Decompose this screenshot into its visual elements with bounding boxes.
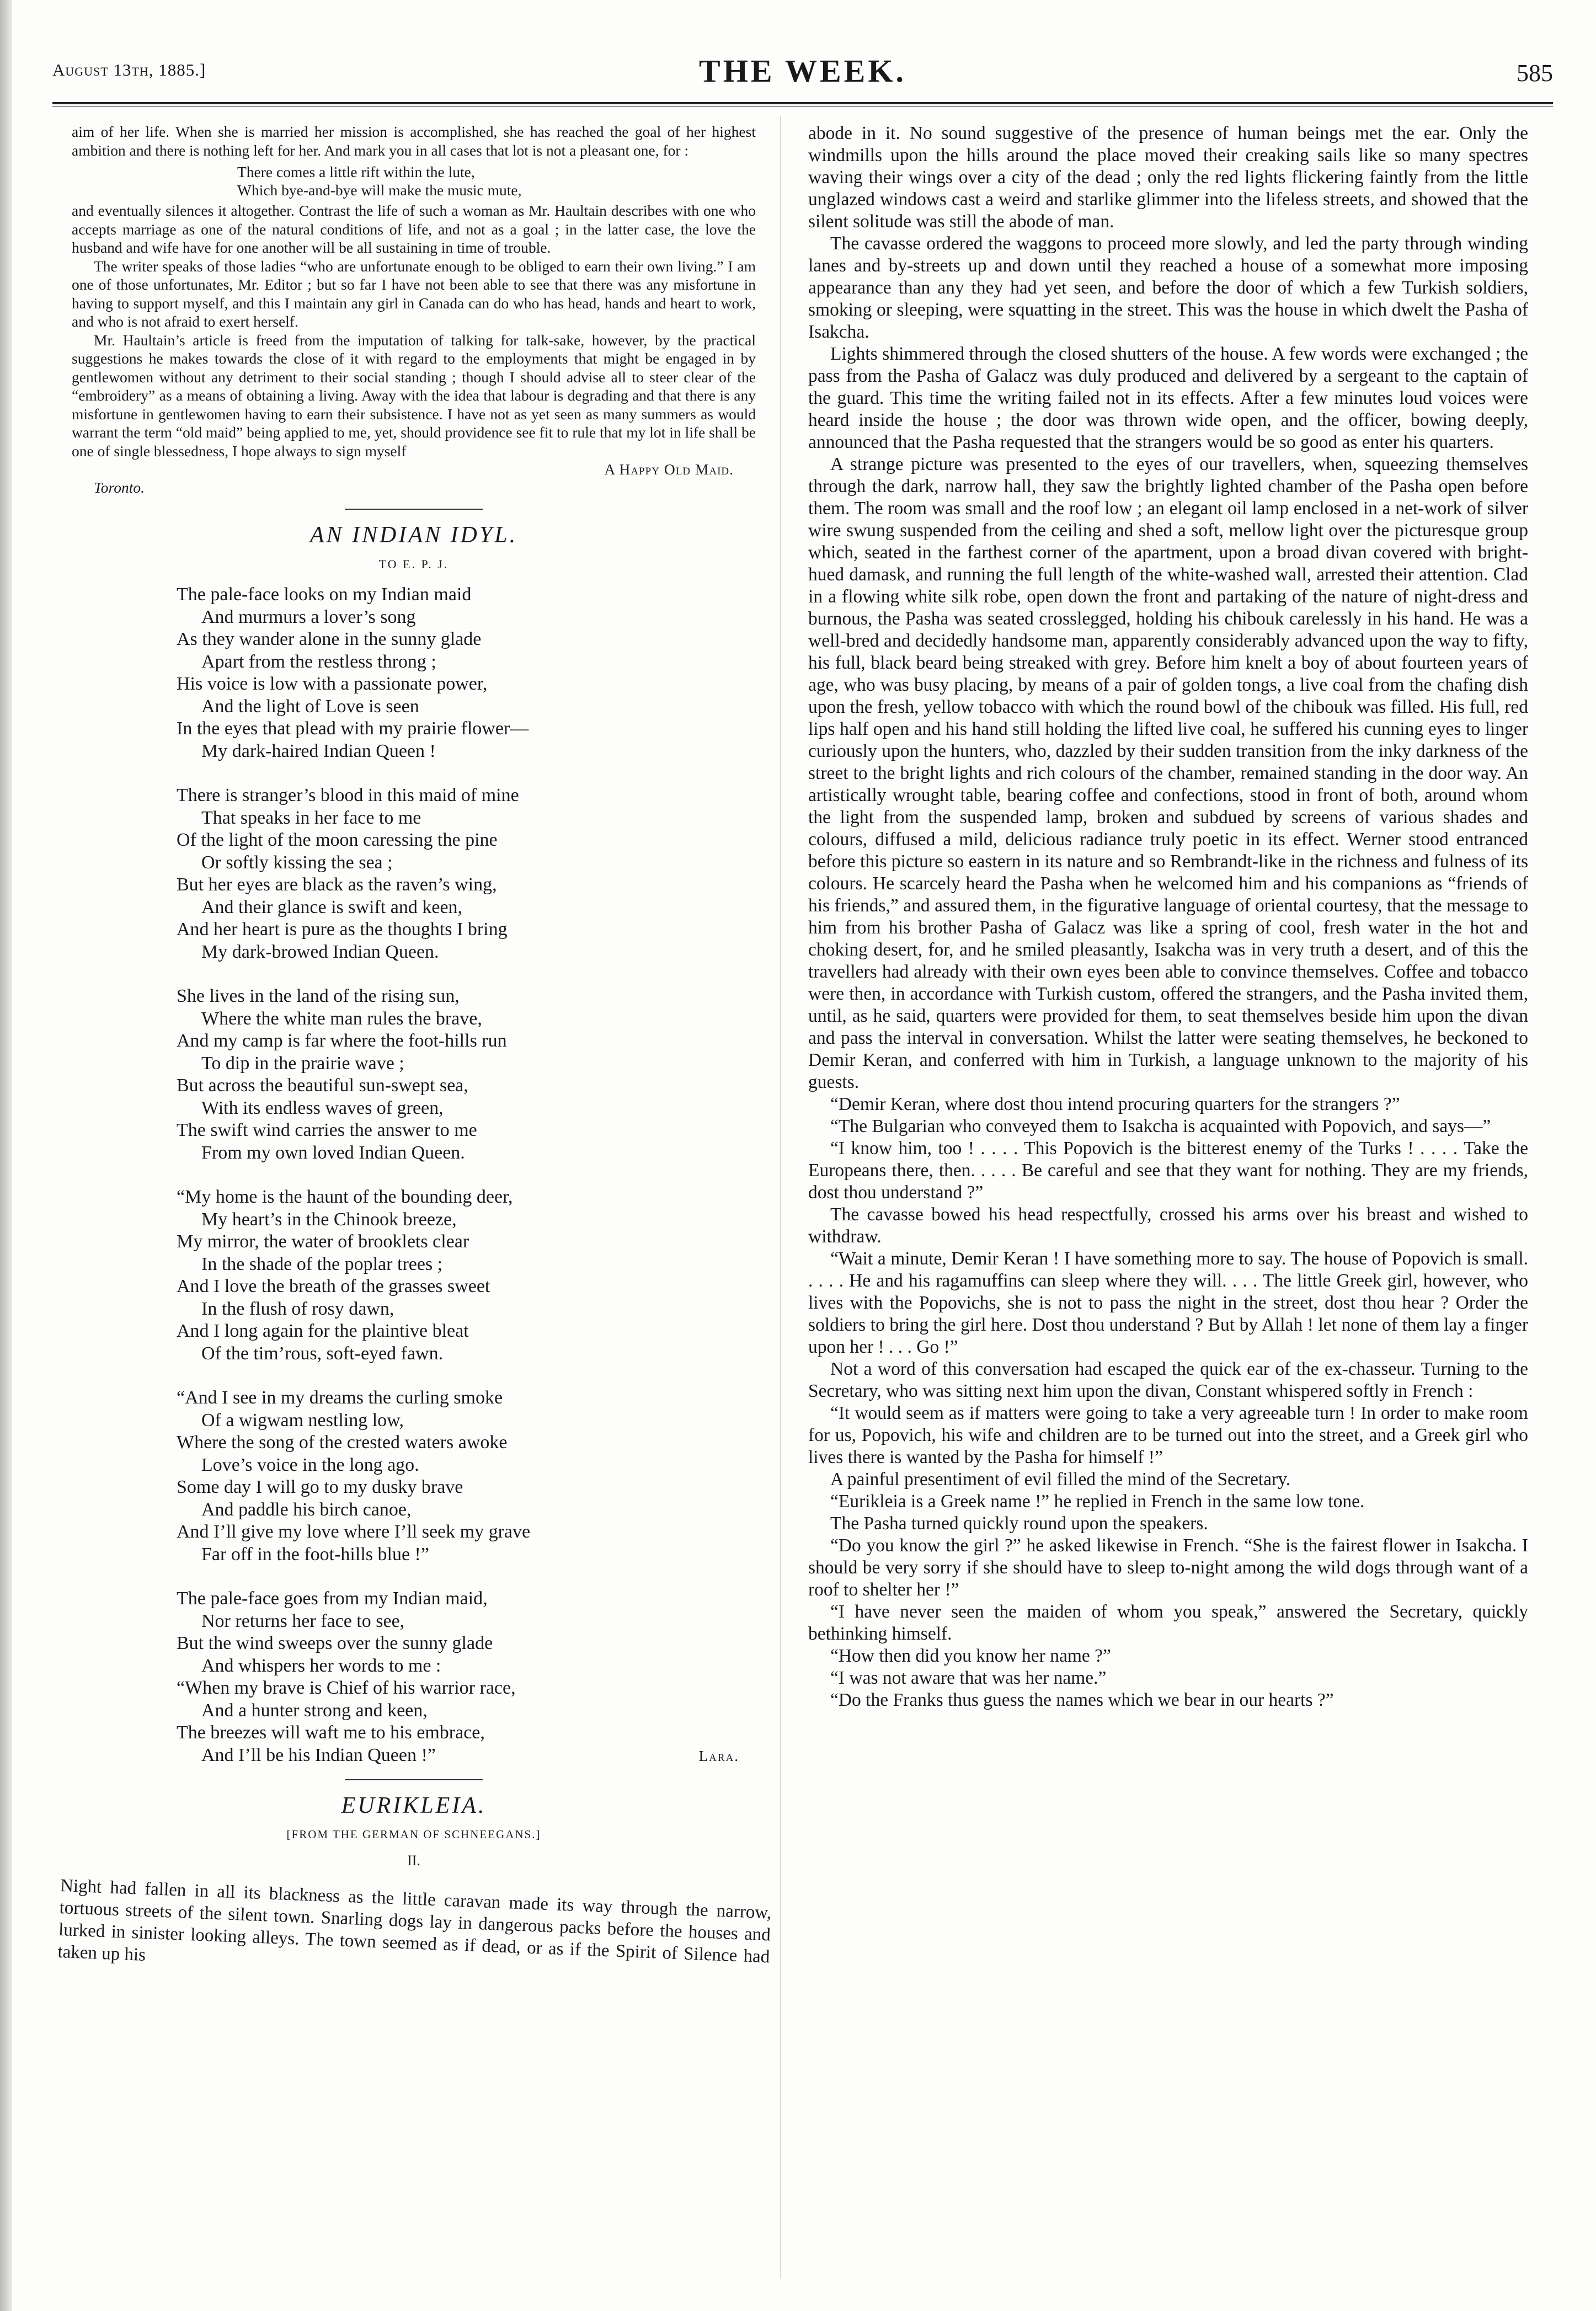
letter-signature: A Happy Old Maid. — [604, 461, 734, 478]
poem-title: AN INDIAN IDYL. — [309, 522, 518, 548]
story-paragraph: “Do the Franks thus guess the names which we bear in our hearts ?” — [830, 1690, 1334, 1710]
page-binding-shadow — [0, 0, 12, 2311]
letter-place: Toronto. — [94, 479, 145, 496]
poem-line: “When my brave is Chief of his warrior race, — [177, 1678, 516, 1698]
poem-body — [177, 584, 756, 1767]
poem-line: Some day I will go to my dusky brave — [177, 1477, 463, 1497]
poem-line: And I love the breath of the grasses sweet — [177, 1276, 490, 1296]
poem-line: Of a wigwam nestling low, — [201, 1410, 404, 1431]
poem-line: And whispers her words to me : — [201, 1655, 441, 1676]
story-title: EURIKLEIA. — [341, 1793, 487, 1818]
header-rule-thin — [52, 106, 1553, 107]
poem-line: The pale-face goes from my Indian maid, — [177, 1588, 488, 1609]
poem-stanza — [177, 985, 756, 1164]
poem-line: And I long again for the plaintive bleat — [177, 1321, 469, 1341]
story-paragraph: The cavasse ordered the waggons to proceed more slowly, and led the party through winding lanes and by-streets up and down until they reached a house of a somewhat more imposing appearance than any they had yet seen, and before the door of which a few Turkish soldiers, smoking or sleeping, were squatting in the street. This was the house in which dwelt the Pasha of Isakcha. — [808, 233, 1528, 342]
verse-line: There comes a little rift within the lute, — [237, 163, 475, 180]
story-paragraph: The cavasse bowed his head respectfully, crossed his arms over his breast and wished to withdraw. — [808, 1204, 1528, 1247]
poem-stanza — [177, 1186, 756, 1365]
left-column — [57, 122, 772, 1967]
story-paragraph: Lights shimmered through the closed shutters of the house. A few words were exchanged ; the pass from the Pasha of Galacz was duly produced and delivered by a sergeant to the captain of the guard. This time the writing failed not in its effects. After a few minutes loud voices were heard inside the house ; the door was thrown wide open, and the officer, bowing deeply, announced that the Pasha requested that the strangers would be so good as enter his quarters. — [808, 344, 1528, 452]
poem-line: In the eyes that plead with my prairie flower— — [177, 718, 529, 739]
poem-line: My heart’s in the Chinook breeze, — [201, 1209, 457, 1230]
verse-line: Which bye-and-bye will make the music mute, — [237, 182, 522, 199]
poem-line: In the shade of the poplar trees ; — [201, 1253, 443, 1274]
story-chapter: II. — [407, 1853, 420, 1869]
page-number: 585 — [1517, 60, 1553, 87]
story-source: [FROM THE GERMAN OF SCHNEEGANS.] — [286, 1828, 541, 1841]
right-column — [808, 122, 1528, 1711]
story-paragraph: “Eurikleia is a Greek name !” he replied in French in the same low tone. — [830, 1491, 1365, 1512]
story-paragraph: A strange picture was presented to the eyes of our travellers, when, squeezing themselves through the dark, narrow hall, they saw the brightly lighted chamber of the Pasha open before them. The room was small and the roof low ; an elegant oil lamp enclosed in a net-work of silver wire swung suspended from the ceiling and shed a soft, mellow light over the picturesque group which, seated in the farthest corner of the apartment, upon a broad divan covered with bright-hued damask, and running the full length of the white-washed wall, arrested their attention. Clad in a flowing white silk robe, open down the front and partaking of the nature of night-dress and burnous, the Pasha was seated crosslegged, holding his chibouk carelessly in his hand. He was a well-bred and decidedly handsome man, apparently considerably advanced upon the way to fifty, his full, black beard being streaked with grey. Before him knelt a boy of about fourteen years of age, who was busy placing, by means of a pair of golden tongs, a live coal from the chafing dish upon the fresh, yellow tobacco with which the round bowl of the chibouk was filled. His full, red lips half open and his hand still holding the lifted live coal, he suffered his cunning eyes to linger curiously upon the hunters, who, dazzled by their sudden transition from the inky darkness of the street to the bright lights and rich colours of the chamber, remained standing in the door way. An artistically wrought table, bearing coffee and confections, stood in front of both, around whom the light from the suspended lamp, broken and subdued by screens of various shades and colours, diffused a mild, delicious radiance truly poetic in its effect. Werner stood entranced before this picture so eastern in its nature and so Rembrandt-like in the richness and fulness of its colours. He scarcely heard the Pasha when he welcomed him and his companions as “friends of his friends,” and assured them, in the figurative language of oriental courtesy, that the message to him from his brother Pasha of Galacz was like a spring of cool, fresh water in the hot and choking desert, for, and he smiled pleasantly, Isakcha was in very truth a desert, and of this the travellers had already with their own eyes been able to convince themselves. Coffee and tobacco were then, in accordance with Turkish custom, offered the strangers, and the Pasha invited them, until, as he said, quarters were provided for them, to seat themselves beside him upon the divan and pass the interval in conversation. Whilst the latter were seating themselves, he beckoned to Demir Keran, and conferred with him in Turkish, a language unknown to the majority of his guests. — [808, 454, 1528, 1092]
story-paragraph: Not a word of this conversation had escaped the quick ear of the ex-chasseur. Turning to the Secretary, who was sitting next him upon the divan, Constant whispered softly in French : — [808, 1359, 1528, 1401]
poem-line: To dip in the prairie wave ; — [201, 1053, 404, 1074]
story-paragraph: abode in it. No sound suggestive of the presence of human beings met the ear. Only the windmills upon the hills around the place moved their creaking sails like so many spectres waving their wings over a city of the dead ; only the red lights flickering faintly from the little unglazed windows cast a weird and starlike glimmer into the lifeless streets, and showed that the silent solitude was still the abode of man. — [808, 123, 1528, 232]
header-rule — [52, 102, 1553, 104]
poem-line: That speaks in her face to me — [201, 807, 421, 828]
masthead-title: THE WEEK. — [699, 53, 906, 89]
poem-line: And the light of Love is seen — [201, 696, 419, 717]
poem-stanza — [177, 584, 756, 762]
story-paragraph: “Demir Keran, where dost thou intend procuring quarters for the strangers ?” — [830, 1094, 1400, 1114]
poem-line: Of the tim’rous, soft-eyed fawn. — [201, 1343, 444, 1364]
letter-paragraph: Mr. Haultain’s article is freed from the imputation of talking for talk-sake, however, by the practical suggestions he makes towards the close of it with regard to the employments that might be engaged in by gentlewomen without any detriment to their social standing ; though I should advise all to steer clear of the “embroidery” as a means of obtaining a living. Away with the idea that labour is degrading and that there is any misfortune in gentlewomen having to earn their subsistence. I have not as yet seen as many summers as would warrant the term “old maid” being applied to me, yet, should providence see fit to rule that my lot in life shall be one of single blessedness, I hope always to sign myself — [72, 331, 756, 460]
poem-line: “And I see in my dreams the curling smoke — [177, 1387, 503, 1408]
story-opening-skewed — [57, 1875, 772, 1990]
poem-line: As they wander alone in the sunny glade — [177, 629, 482, 649]
poem-line: Or softly kissing the sea ; — [201, 852, 393, 873]
poem-line: From my own loved Indian Queen. — [201, 1142, 465, 1163]
poem-line: My dark-haired Indian Queen ! — [201, 740, 436, 761]
poem-line: Of the light of the moon caressing the pine — [177, 830, 498, 850]
poem-author: Lara. — [698, 1747, 739, 1764]
poem-stanza — [177, 784, 756, 963]
poem-line: But across the beautiful sun-swept sea, — [177, 1075, 468, 1096]
letter-signature-line — [72, 460, 756, 478]
poem-line: And murmurs a lover’s song — [201, 606, 416, 627]
poem-line: And their glance is swift and keen, — [201, 896, 463, 917]
letter-paragraph: The writer speaks of those ladies “who are unfortunate enough to be obliged to earn their own living.” I am one of those unfortunates, Mr. Editor ; but so far I have not been able to see that there was any misfortune in having to support myself, and this I maintain any girl in Canada can do who has head, hands and heart to work, and who is not afraid to exert herself. — [72, 257, 756, 330]
story-paragraph: “How then did you know her name ?” — [830, 1646, 1111, 1666]
poem-final-line — [177, 1744, 756, 1768]
poem-line: There is stranger’s blood in this maid of mine — [177, 785, 519, 805]
letter-paragraph: aim of her life. When she is married her mission is accomplished, she has reached the goal of her highest ambition and there is nothing left for her. And mark you in all cases that lot is not a pleasant one, for : — [72, 123, 756, 159]
poem-line: My dark-browed Indian Queen. — [201, 941, 439, 962]
page-header — [52, 52, 1553, 97]
issue-date: August 13th, 1885.] — [52, 60, 206, 79]
letter-paragraph: and eventually silences it altogether. Contrast the life of such a woman as Mr. Haultain describes with one who accepts marriage as one of the natural conditions of life, and not as a goal ; in the latter case, the love the husband and wife have for one another will be all sustaining in time of trouble. — [72, 202, 756, 256]
poem-line: Apart from the restless throng ; — [201, 651, 436, 672]
story-paragraph: “I know him, too ! . . . . This Popovich is the bitterest enemy of the Turks ! . . . . Take the Europeans there, then. . . . . Be careful and see that they want for nothing. They are my friends, dost thou understand ?” — [808, 1138, 1528, 1203]
story-paragraph: “It would seem as if matters were going to take a very agreeable turn ! In order to make room for us, Popovich, his wife and children are to be turned out into the street, and a Greek girl who lives there is wanted by the Pasha for himself !” — [808, 1403, 1528, 1467]
poem-line: And I’ll give my love where I’ll seek my grave — [177, 1522, 531, 1542]
story-paragraph: The Pasha turned quickly round upon the speakers. — [830, 1513, 1208, 1534]
story-paragraph: “The Bulgarian who conveyed them to Isakcha is acquainted with Popovich, and says—” — [830, 1116, 1491, 1136]
poem-line: In the flush of rosy dawn, — [201, 1298, 394, 1319]
story-paragraph: “Wait a minute, Demir Keran ! I have something more to say. The house of Popovich is small. . . . . He and his ragamuffins can sleep where they will. . . . The little Greek girl, however, who lives with the Popovichs, she is not to pass the night in the street, dost thou hear ? Order the soldiers to bring the girl here. Dost thou understand ? But by Allah ! let none of them lay a finger upon her ! . . . Go !” — [808, 1248, 1528, 1357]
story-paragraph: Night had fallen in all its blackness as the little caravan made its way through the narrow, tortuous streets of the silent town. Snarling dogs lay in dangerous packs before the houses and lurked in sinister looking alleys. The town seemed as if dead, or as if the Spirit of Silence had taken up his — [57, 1875, 772, 1967]
poem-line: The breezes will waft me to his embrace, — [177, 1722, 485, 1743]
poem-line: But the wind sweeps over the sunny glade — [177, 1633, 493, 1653]
section-separator — [345, 1779, 483, 1780]
letter-verse — [237, 163, 756, 199]
poem-line: And a hunter strong and keen, — [201, 1700, 428, 1721]
poem-stanza — [177, 1387, 756, 1566]
poem-line: Nor returns her face to see, — [201, 1610, 405, 1631]
poem-line: “My home is the haunt of the bounding deer, — [177, 1187, 513, 1207]
story-paragraph: “Do you know the girl ?” he asked likewise in French. “She is the fairest flower in Isakcha. I should be very sorry if she should have to sleep to-night among the wild dogs through want of a roof to shelter her !” — [808, 1535, 1528, 1600]
poem-stanza — [177, 1588, 756, 1767]
poem-line: And I’ll be his Indian Queen !” — [201, 1744, 436, 1765]
story-paragraph: “I was not aware that was her name.” — [830, 1668, 1107, 1688]
poem-line: The pale-face looks on my Indian maid — [177, 584, 472, 605]
poem-line: And her heart is pure as the thoughts I bring — [177, 919, 508, 940]
poem-line: His voice is low with a passionate power, — [177, 674, 488, 694]
poem-line: And my camp is far where the foot-hills run — [177, 1031, 507, 1051]
poem-line: She lives in the land of the rising sun, — [177, 986, 460, 1006]
poem-line: Where the song of the crested waters awoke — [177, 1432, 508, 1453]
poem-line: But her eyes are black as the raven’s wing, — [177, 874, 497, 895]
story-paragraph: A painful presentiment of evil filled the mind of the Secretary. — [830, 1469, 1291, 1490]
poem-line: With its endless waves of green, — [201, 1097, 444, 1118]
poem-dedication: TO E. P. J. — [378, 557, 449, 571]
poem-line: My mirror, the water of brooklets clear — [177, 1231, 469, 1252]
poem-line: And paddle his birch canoe, — [201, 1499, 412, 1520]
poem-line: Love’s voice in the long ago. — [201, 1454, 419, 1475]
story-paragraph: “I have never seen the maiden of whom you speak,” answered the Secretary, quickly bethinking himself. — [808, 1602, 1528, 1644]
poem-line: Where the white man rules the brave, — [201, 1008, 482, 1029]
section-separator — [345, 509, 483, 510]
poem-line: Far off in the foot-hills blue !” — [201, 1544, 429, 1565]
poem-line: The swift wind carries the answer to me — [177, 1120, 477, 1140]
